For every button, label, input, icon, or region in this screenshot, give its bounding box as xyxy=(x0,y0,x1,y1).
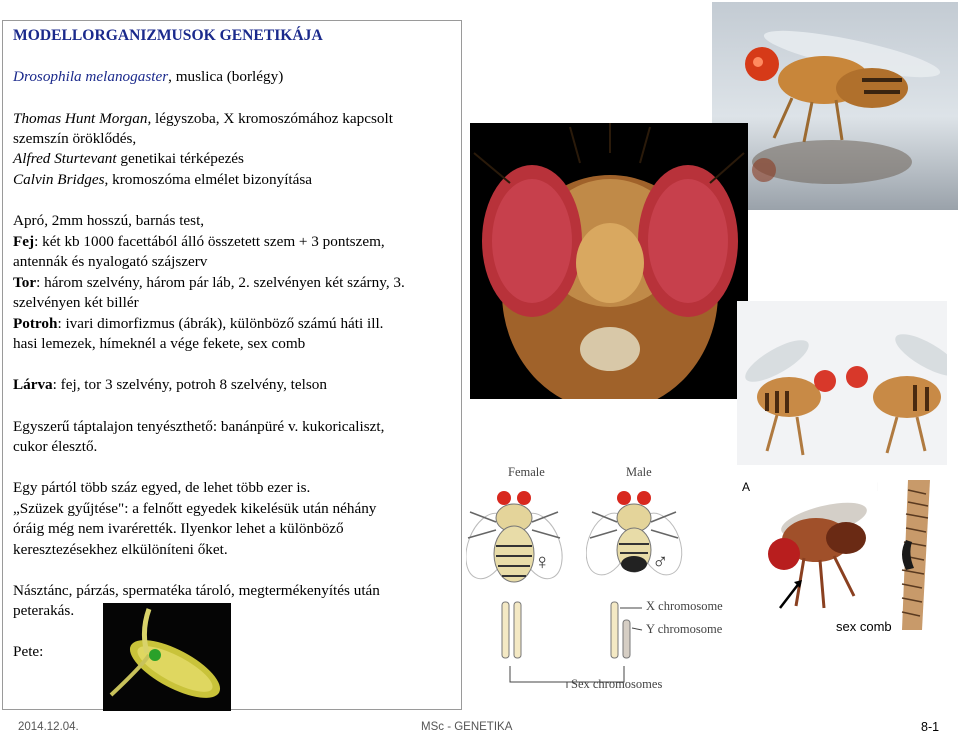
abdomen-line-2: hasi lemezek, hímeknél a vége fekete, sex comb xyxy=(13,335,306,352)
y-chromosome-label: Y chromosome xyxy=(646,622,723,636)
fly-side-photo xyxy=(712,2,958,210)
female-symbol: ♀ xyxy=(534,549,551,574)
body-intro: Apró, 2mm hosszú, barnás test, xyxy=(13,212,205,229)
abdomen-label: Potroh xyxy=(13,315,58,332)
larva-line xyxy=(13,375,453,396)
head-line-1 xyxy=(13,232,453,253)
sex-chromosomes-label: Sex chromosomes xyxy=(571,677,663,691)
species-name: Drosophila melanogaster xyxy=(13,68,169,85)
mating-line-2: peterakás. xyxy=(13,602,75,619)
head-line-2: antennák és nyalogató szájszerv xyxy=(13,253,208,270)
history-text: genetikai térképezés xyxy=(116,150,244,167)
virgin-line-1: „Szüzek gyűjtése": a felnőtt egyedek kikelésük után néhány xyxy=(13,500,377,517)
larva-text: : fej, tor 3 szelvény, potroh 8 szelvény, telson xyxy=(52,376,327,393)
female-label: Female xyxy=(508,465,545,479)
female-fly-drawing xyxy=(466,482,576,592)
head-label: Fej xyxy=(13,233,35,250)
male-fly-drawing xyxy=(586,482,696,592)
offspring-line: Egy pártól több száz egyed, de lehet több ezer is. xyxy=(13,479,311,496)
virgin-line-3: keresztezésekhez elkülöníteni őket. xyxy=(13,541,228,558)
male-fly-photo xyxy=(754,486,876,616)
male-label: Male xyxy=(626,465,652,479)
egg-label: Pete: xyxy=(13,643,44,660)
virgin-line-2: óráig még nem ivarérették. Ilyenkor lehet a különböző xyxy=(13,520,344,537)
two-flies-photo xyxy=(737,301,947,465)
x-chromosome-label: X chromosome xyxy=(646,599,723,613)
history-text: , légyszoba, X kromoszómához kapcsolt xyxy=(147,110,393,127)
thorax-line-1 xyxy=(13,273,453,294)
species-common-name: , muslica (borlégy) xyxy=(168,68,284,85)
footer-course: MSc - GENETIKA xyxy=(421,721,513,733)
species-line xyxy=(13,67,453,88)
footer-date: 2014.12.04. xyxy=(18,721,79,733)
history-line-1 xyxy=(13,109,453,130)
culture-line-1: Egyszerű táptalajon tenyészthető: banánpüré v. kukoricaliszt, xyxy=(13,418,385,435)
abdomen-text: : ivari dimorfizmus (ábrák), különböző számú háti ill. xyxy=(57,315,384,332)
fly-head-sem-photo xyxy=(470,123,748,399)
slide-title: MODELLORGANIZMUSOK GENETIKÁJA xyxy=(13,27,323,44)
thorax-line-2: szelvényen két billér xyxy=(13,294,139,311)
history-text: szemszín öröklődés, xyxy=(13,130,137,147)
abdomen-line-1 xyxy=(13,314,453,335)
thorax-text: : három szelvény, három pár láb, 2. szelvényen két szárny, 3. xyxy=(36,274,405,291)
thorax-label: Tor xyxy=(13,274,37,291)
panel-a-label: A xyxy=(742,480,751,494)
history-line-4 xyxy=(13,170,453,191)
history-text: , kromoszóma elmélet bizonyítása xyxy=(104,171,313,188)
sex-comb-closeup-photo xyxy=(878,480,944,630)
scientist-name: Thomas Hunt Morgan xyxy=(13,110,148,127)
scientist-name: Alfred Sturtevant xyxy=(13,150,117,167)
larva-label: Lárva xyxy=(13,376,53,393)
male-symbol: ♂ xyxy=(652,549,669,574)
text-panel xyxy=(2,20,462,710)
footer-page-number: 8-1 xyxy=(921,720,940,734)
sex-comb-label: sex comb xyxy=(836,619,892,634)
mating-line-1: Násztánc, párzás, spermatéka tároló, megtermékenyítés után xyxy=(13,582,380,599)
head-text: : két kb 1000 facettából álló összetett szem + 3 pontszem, xyxy=(34,233,385,250)
scientist-name: Calvin Bridges xyxy=(13,171,105,188)
history-line-3 xyxy=(13,149,453,170)
history-line-2 xyxy=(13,129,453,150)
culture-line-2: cukor élesztő. xyxy=(13,438,98,455)
egg-photo xyxy=(103,603,231,711)
